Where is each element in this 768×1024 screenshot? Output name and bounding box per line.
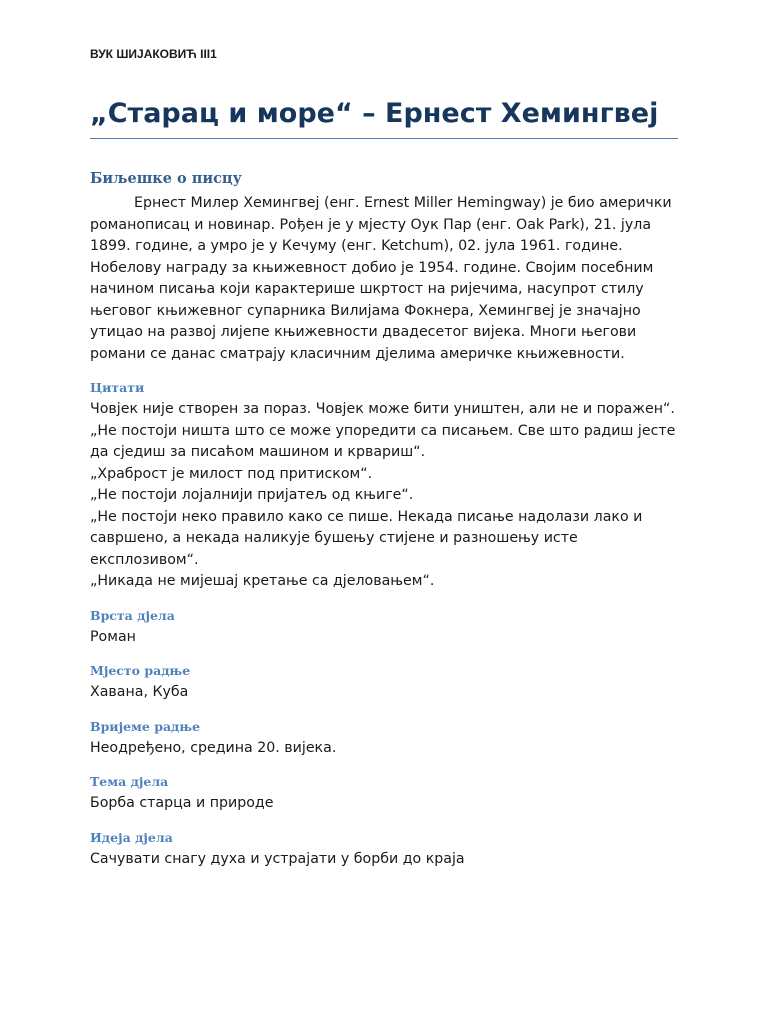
quote-line: „Никада не мијешај кретање са дјеловањем“. (90, 573, 435, 589)
section-setting-time (90, 718, 678, 760)
quote-line: „Не постоји неко правило како се пише. Некада писање надолази лако и савршено, а некада наликује бушењу стијене и разношењу исте експлозивом“. (90, 508, 643, 568)
section-quotes (90, 379, 678, 593)
quotes-list (90, 399, 678, 593)
setting-time-value: Неодређено, средина 20. вијека. (90, 739, 337, 756)
heading-author-notes: Биљешке о писцу (90, 170, 242, 187)
quote-line: Човјек није створен за пораз. Човјек може бити уништен, али не и поражен“. (90, 401, 675, 417)
section-theme (90, 773, 678, 815)
section-setting-place (90, 662, 678, 704)
heading-quotes: Цитати (90, 380, 145, 395)
heading-work-type: Врста дјела (90, 607, 175, 623)
quote-line: „Не постоји лојалнији пријатељ од књиге“. (90, 487, 414, 503)
heading-theme: Тема дјела (90, 774, 169, 789)
idea-value: Сачувати снагу духа и устрајати у борби до краја (90, 850, 465, 867)
section-work-type (90, 607, 678, 649)
quote-line: „Храброст је милост под притиском“. (90, 465, 373, 482)
setting-place-value: Хавана, Куба (90, 684, 189, 700)
section-author-notes (90, 169, 678, 365)
header-label: ВУК ШИЈАКОВИЋ III1 (90, 47, 217, 61)
author-notes-text: Ернест Милер Хемингвеј (енг. Ernest Miller Hemingway) је био амерички романописац и новинар. Рођен је у мјесту Оук Пар (енг. Oak Park), 21. јула 1899. године, а умро је у Кечуму (енг. Ketchum), 02. јула 1961. године. Нобелову награду за књижевност добио је 1954. године. Својим посебним начином писања који карактерише шкртост на ријечима, насупрот стилу његовог књижевног супарника Вилијама Фокнера, Хемингвеј је значајно утицао на развој лијепе књижевности двадесетог вијека. Многи његови романи се данас сматрају класичним дјелима америчке књижевности. (90, 195, 672, 362)
document-title: „Старац и море“ – Ернест Хемингвеј (90, 96, 678, 139)
quote-line: „Не постоји ништа што се може упоредити са писањем. Све што радиш јесте да сједиш за писаћом машином и крвариш“. (90, 422, 676, 460)
work-type-value: Роман (90, 628, 136, 645)
heading-setting-place: Мјесто радње (90, 663, 191, 678)
theme-value: Борба старца и природе (90, 795, 274, 811)
section-idea (90, 829, 678, 871)
heading-idea: Идеја дјела (90, 829, 173, 845)
heading-setting-time: Вријеме радње (90, 718, 201, 734)
